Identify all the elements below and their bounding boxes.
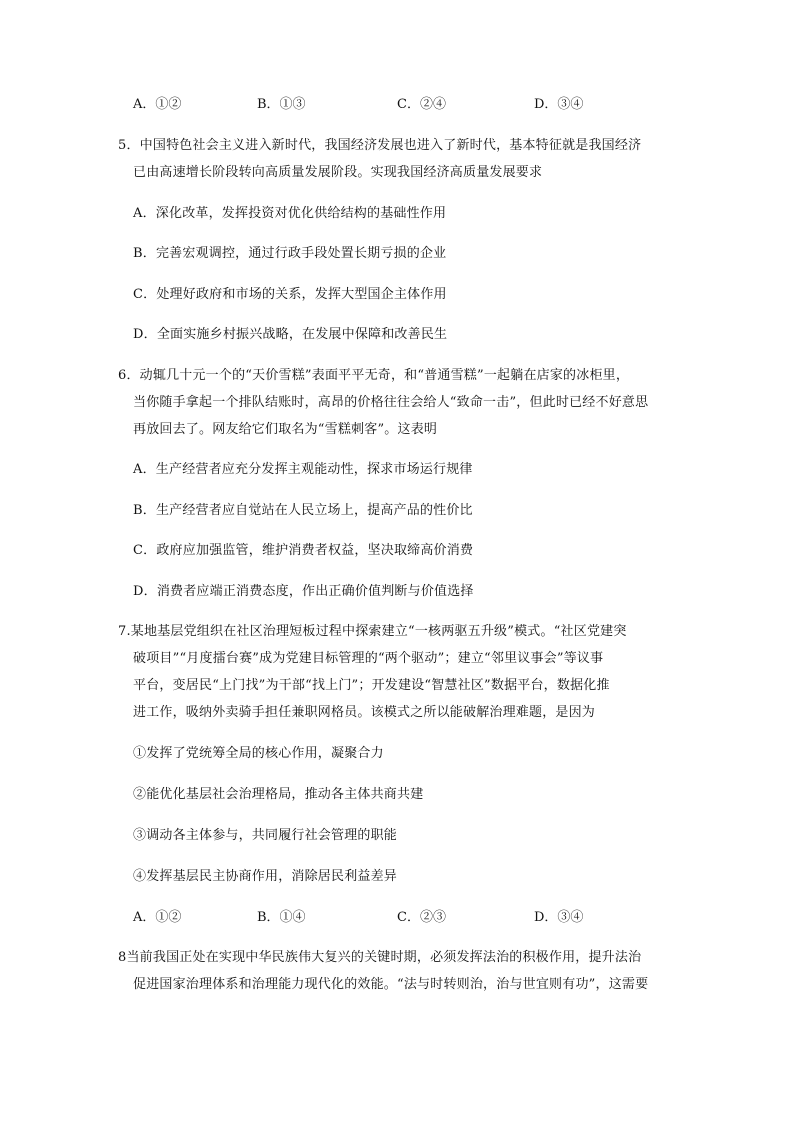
q7-options (133, 908, 693, 928)
q7-statement-4: ④发挥基层民主协商作用，消除居民利益差异 (133, 869, 398, 884)
q7-stem-line-2: 破项目”“月度擂台赛”成为党建目标管理的“两个驱动”；建立“邻里议事会”等议事 (133, 651, 604, 666)
q4-option-a[interactable]: A．①② (133, 97, 182, 112)
q5-choice-b[interactable]: B．完善宏观调控，通过行政手段处置长期亏损的企业 (133, 246, 447, 261)
q7-stem-line-4: 进工作，吸纳外卖骑手担任兼职网格员。该模式之所以能破解治理难题，是因为 (133, 705, 596, 720)
q5-stem-line-1: 5．中国特色社会主义进入新时代，我国经济发展也进入了新时代，基本特征就是我国经济 (118, 138, 642, 153)
q7-option-d[interactable]: D．③④ (534, 910, 584, 925)
q7-option-a[interactable]: A．①② (133, 910, 182, 925)
q7-statement-1: ①发挥了党统筹全局的核心作用，凝聚合力 (133, 746, 384, 761)
q6-choice-a[interactable]: A．生产经营者应充分发挥主观能动性，探求市场运行规律 (133, 462, 473, 477)
q7-stem-line-1: 7.某地基层党组织在社区治理短板过程中探索建立“一核两驱五升级”模式。“社区党建突 (118, 624, 627, 639)
q8-stem-line-2: 促进国家治理体系和治理能力现代化的效能。“法与时转则治，治与世宜则有功”，这需要 (133, 977, 649, 992)
q5-choice-d[interactable]: D．全面实施乡村振兴战略，在发展中保障和改善民生 (133, 327, 448, 342)
q6-choice-d[interactable]: D．消费者应端正消费态度，作出正确价值判断与价值选择 (133, 584, 474, 599)
q6-choice-c[interactable]: C．政府应加强监管，维护消费者权益，坚决取缔高价消费 (133, 543, 474, 558)
q4-option-b[interactable]: B．①③ (257, 97, 306, 112)
q5-choice-a[interactable]: A．深化改革，发挥投资对优化供给结构的基础性作用 (133, 206, 447, 221)
q6-stem-line-2: 当你随手拿起一个排队结账时，高昂的价格往往会给人“致命一击”，但此时已经不好意思 (133, 395, 649, 410)
q5-choice-c[interactable]: C．处理好政府和市场的关系，发挥大型国企主体作用 (133, 287, 447, 302)
q6-choice-b[interactable]: B．生产经营者应自觉站在人民立场上，提高产品的性价比 (133, 503, 473, 518)
q6-stem-line-3: 再放回去了。网友给它们取名为“雪糕刺客”。这表明 (133, 422, 438, 437)
q4-option-c[interactable]: C．②④ (397, 97, 446, 112)
q7-option-b[interactable]: B．①④ (257, 910, 306, 925)
q7-stem-line-3: 平台，变居民“上门找”为干部“找上门”；开发建设“智慧社区”数据平台，数据化推 (133, 678, 610, 693)
q4-option-d[interactable]: D．③④ (534, 97, 584, 112)
q4-options (133, 95, 693, 115)
q7-option-c[interactable]: C．②③ (397, 910, 446, 925)
q8-stem-line-1: 8当前我国正处在实现中华民族伟大复兴的关键时期，必须发挥法治的积极作用，提升法治 (118, 950, 642, 965)
q5-stem-line-2: 已由高速增长阶段转向高质量发展阶段。实现我国经济高质量发展要求 (133, 165, 543, 180)
q7-statement-3: ③调动各主体参与，共同履行社会管理的职能 (133, 828, 398, 843)
q7-statement-2: ②能优化基层社会治理格局，推动各主体共商共建 (133, 787, 424, 802)
q6-stem-line-1: 6．动辄几十元一个的“天价雪糕”表面平平无奇，和“普通雪糕”一起躺在店家的冰柜里， (118, 368, 630, 383)
